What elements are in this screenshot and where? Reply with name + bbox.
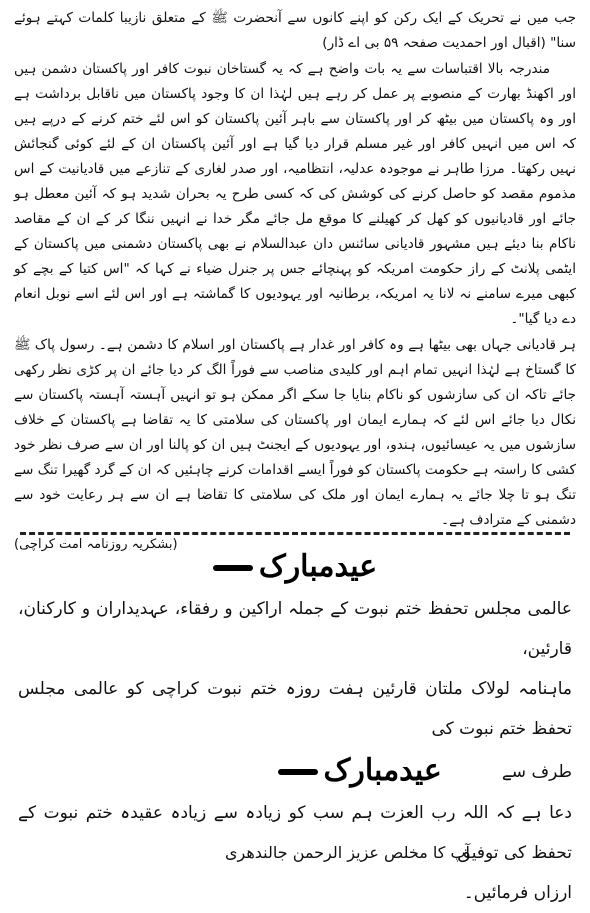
swash-icon: [213, 565, 253, 571]
article-paragraph-1: [14, 6, 576, 56]
article-paragraph-3: [14, 333, 576, 533]
eid-mubarak-banner-inline: [278, 751, 442, 791]
article-paragraph-2: مندرجہ بالا اقتباسات سے یہ بات واضح ہے کہ یہ گستاخان نبوت کافر اور پاکستان دشمن ہیں اور اکھنڈ بھارت کے منصوبے پر عمل کر رہے ہیں لہٰذا ان کا وجود پاکستان میں ناقابل برداشت ہے اور وہ پاکستان میں بیٹھ کر اور پاکستان سے باہر آئین پاکستان کو اس لئے ختم کرنے کے درپے ہیں کہ اس میں انہیں کافر اور غیر مسلم قرار دیا گیا ہے اور آئین پاکستان ان کے لئے کوئی گنجائش نہیں رکھتا۔ مرزا طاہر نے موجودہ عدلیہ، انتظامیہ، اور صدر لغاری کے تنازعے میں قادیانیت کے اس مذموم مقصد کو حاصل کرنے کی کوشش کی کہ کسی طرح یہ بحران شدید ہو کہ آئین معطل ہو جائے اور قادیانیوں کو کھل کر کھیلنے کا موقع مل جائے مگر خدا نے انہیں ننگا کر کے ان کے مقاصد ناکام بنا دیئے ہیں مشہور قادیانی سائنس دان عبدالسلام نے بھی پاکستان دشمنی میں پاکستان کے ایٹمی پلانٹ کے راز حکومت امریکہ کو پہنچائے جس پر جنرل ضیاء نے کہا کہ "اس کتیا کے بچے کو کبھی میرے سامنے نہ لانا یہ امریکہ، برطانیہ اور یہودیوں کا گماشتہ ہے اور اس لئے اسے نوبل انعام دے دیا گیا"۔: [14, 61, 576, 327]
paragraph-1-text: جب میں نے تحریک کے ایک رکن کو اپنے کانوں سے آنحضرت ﷺ کے متعلق نازیبا کلمات کہتے ہوئے سنا": [14, 10, 576, 51]
greeting-line-2: ماہنامہ لولاک ملتان قارئین ہفت روزہ ختم نبوت کراچی کو عالمی مجلس تحفظ ختم نبوت کی: [18, 679, 572, 739]
source-credit: (بشکریہ روزنامہ امت کراچی): [14, 537, 178, 552]
swash-icon: [278, 769, 318, 775]
eid-mubarak-banner-top: [18, 547, 572, 587]
eid-mubarak-title-inline: عیدمبارک: [323, 753, 442, 788]
signature: آپ کا مخلص عزیز الرحمن جالندھری: [224, 843, 470, 862]
paragraph-1-reference: (اقبال اور احمدیت صفحہ ۵۹ بی اے ڈار): [322, 35, 546, 51]
article-body: [14, 6, 576, 556]
greeting-line-1: عالمی مجلس تحفظ ختم نبوت کے جملہ اراکین و رفقاء، عہدیداران و کارکنان، قارئین،: [18, 599, 572, 659]
greeting-line-3: [18, 749, 572, 793]
greeting-from-text: طرف سے: [501, 761, 572, 782]
paragraph-3-text: ہر قادیانی جہاں بھی بیٹھا ہے وہ کافر اور غدار ہے پاکستان اور اسلام کا دشمن ہے۔ رسول پاک ﷺ کا گستاخ ہے لہٰذا انہیں تمام اہم اور کلیدی مناصب سے فوراً الگ کر دیا جائے ان پر کڑی نظر رکھی جائے تاکہ ان کی سازشوں کو ناکام بنایا جا سکے اگر ممکن ہو تو انہیں آہستہ آہستہ پاکستان سے نکال دیا جائے اس لئے کہ ہمارے ایمان اور پاکستان کی سلامتی کا یہ تقاضا ہے پاکستان کے خلاف سازشوں میں یہ عیسائیوں، ہندو، اور یہودیوں کے ایجنٹ ہیں ان کو پالنا اور ان سے صرف نظر خود کشی کا راستہ ہے حکومت پاکستان کو فوراً ایسے اقدامات کرنے چاہئیں کہ ان کے گرد گھیرا تنگ سے تنگ ہو تا چلا جائے یہ ہمارے ایمان اور ملک کی سلامتی کا تقاضا ہے ان سے ہر رعایت خود سے دشمنی کے مترادف ہے۔: [14, 337, 576, 528]
section-divider: [20, 532, 570, 535]
eid-mubarak-title: عیدمبارک: [258, 549, 378, 584]
greeting-line-5: ارزاں فرمائیں۔: [463, 883, 572, 903]
greeting-line-4: دعا ہے کہ اللہ رب العزت ہم سب کو زیادہ سے زیادہ عقیدہ ختم نبوت کے تحفظ کی توفیق: [18, 803, 572, 863]
